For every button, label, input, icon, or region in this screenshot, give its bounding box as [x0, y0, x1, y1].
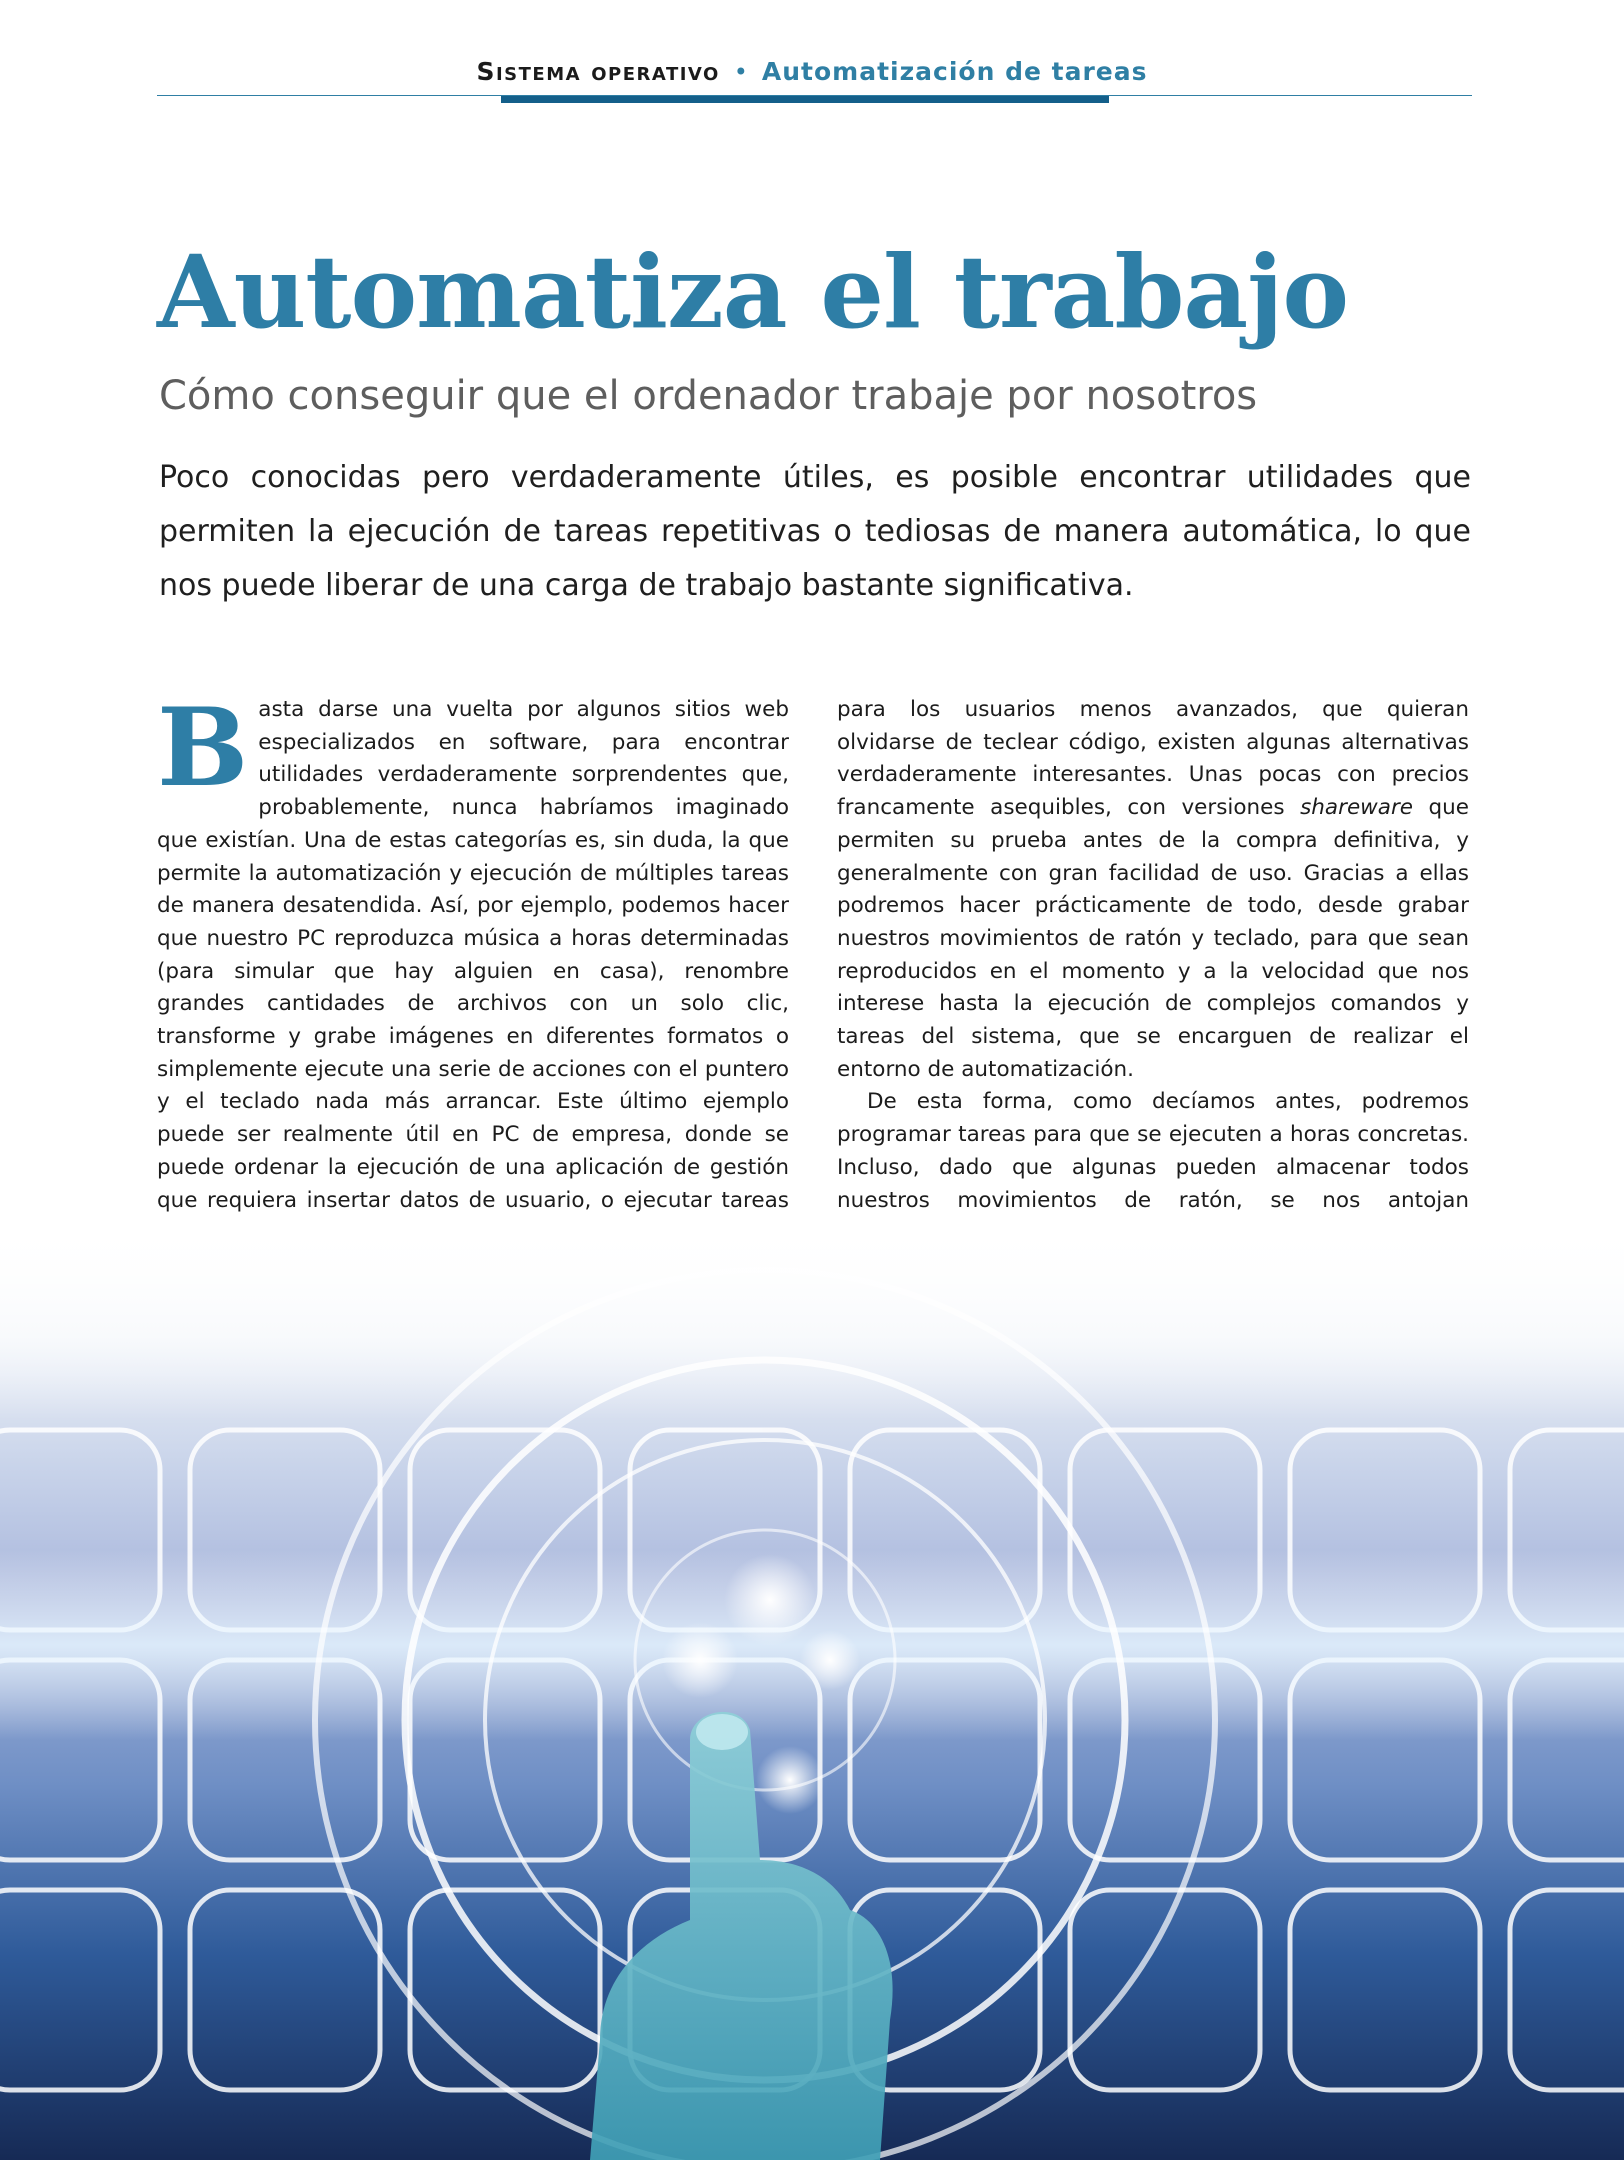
- header-accent-bar: [501, 96, 1109, 103]
- header-topic: Automatización de tareas: [761, 57, 1148, 86]
- paragraph: De esta forma, como decíamos antes, podremos programar tareas para que se ejecuten a horas concretas. Incluso, dado que algunas pueden almacenar todos nuestros movimientos de ratón, se nos antojan: [837, 1089, 1469, 1213]
- hero-illustration: [0, 1220, 1624, 2160]
- fingertip-icon: [696, 1714, 748, 1750]
- header-bullet: •: [733, 58, 748, 86]
- paragraph: [157, 685, 789, 1250]
- drop-cap: B: [157, 685, 249, 811]
- article-title: Automatiza el trabajo: [157, 233, 1349, 351]
- article-lead: Poco conocidas pero verdaderamente útiles, es posible encontrar utilidades que permiten la ejecución de tareas repetitivas o tediosas de manera automática, lo que nos puede liberar de una carga de trabajo bastante significativa.: [159, 460, 1471, 603]
- emphasis: shareware: [1300, 795, 1414, 821]
- article-subtitle: Cómo conseguir que el ordenador trabaje por nosotros: [159, 373, 1258, 419]
- illustration-fade: [0, 1220, 1624, 1420]
- paragraph: [837, 694, 1469, 1086]
- header-section: Sistema operativo: [476, 57, 720, 86]
- running-header: [0, 54, 1624, 90]
- paragraph-text: asta darse una vuelta por algunos sitios web especializados en software, para encontrar utilidades verdaderamente sorprendentes que, probablemente, nunca habríamos imaginado que existían. Una de estas categorías es, sin duda, la que permite la automatización y ejecución de múltiples tareas de manera desatendida. Así, por ejemplo, podemos hacer que nuestro PC reproduzca música a horas determinadas (para simular que hay alguien en casa), renombre grandes cantidades de archivos con un solo clic, transforme y grabe imágenes en diferentes formatos o simplemente ejecute una serie de acciones con el puntero y el teclado nada más arrancar. Este último ejemplo puede ser realmente útil en PC de empresa, donde se puede ordenar la ejecución de una aplicación de gestión que requiera insertar datos de usuario, o ejecutar tareas: [157, 697, 789, 1213]
- paragraph-text: que permiten su prueba antes de la compra definitiva, y generalmente con gran facilidad de uso. Gracias a ellas podremos hacer prácticamente de todo, desde grabar nuestros movimientos de ratón y teclado, para que sean reproducidos en el momento y a la velocidad que nos interese hasta la ejecución de complejos comandos y tareas del sistema, que se encarguen de realizar el entorno de automatización.: [837, 795, 1469, 1082]
- paragraph-text: para los usuarios menos avanzados, que quieran olvidarse de teclear código, existen algunas alternativas verdaderamente interesantes. Unas pocas con precios francamente asequibles, con versiones: [837, 697, 1469, 821]
- pointing-hand-icon: [590, 1712, 893, 2160]
